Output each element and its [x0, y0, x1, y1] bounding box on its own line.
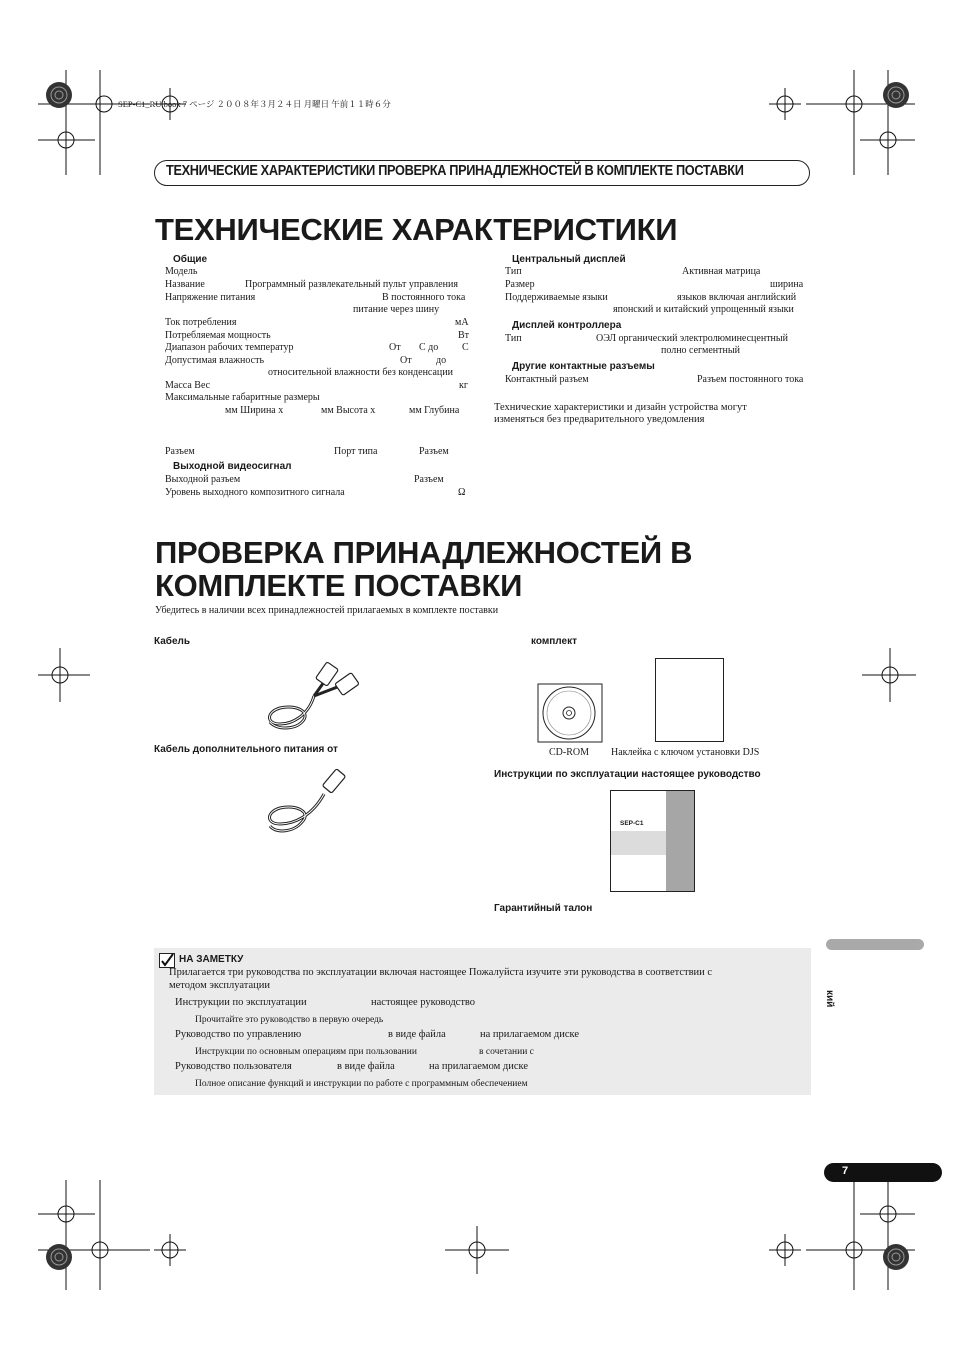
- spec-humidity-label: Допустимая влажность: [165, 355, 265, 366]
- video-heading: Выходной видеосигнал: [173, 461, 292, 472]
- language-tab-label: кий: [824, 990, 835, 1008]
- general-heading: Общие: [173, 254, 208, 265]
- specs-notice-line-1: Технические характеристики и дизайн устройства могут: [494, 402, 747, 413]
- spec-model: Модель: [165, 266, 198, 277]
- spec-temp-c: С: [462, 342, 469, 353]
- spec-current-unit: мА: [455, 317, 469, 328]
- spec-display-type-label: Тип: [505, 266, 522, 277]
- display-heading: Центральный дисплей: [512, 254, 626, 265]
- controller-display-heading: Дисплей контроллера: [512, 320, 622, 331]
- note-item-1-desc: Прочитайте это руководство в первую очередь: [195, 1015, 384, 1025]
- manual-cover-spine: [666, 791, 694, 891]
- spec-temp-from: От: [389, 342, 401, 353]
- usb-cable-image: [262, 656, 372, 734]
- note-item-3-b: в виде файла: [337, 1061, 395, 1072]
- specs-notice-line-2: изменяться без предварительного уведомления: [494, 414, 705, 425]
- spec-voltage-label: Напряжение питания: [165, 292, 256, 303]
- spec-temp-c-to: С до: [419, 342, 439, 353]
- spec-video-output-label: Выходной разъем: [165, 474, 241, 485]
- note-item-1-b: настоящее руководство: [371, 997, 476, 1008]
- spec-dims-2: мм Высота х: [321, 405, 376, 416]
- note-item-3-c: на прилагаемом диске: [429, 1061, 529, 1072]
- cable-caption: Кабель: [154, 636, 191, 647]
- spec-mass-label: Масса Вес: [165, 380, 211, 391]
- note-item-3-a: Руководство пользователя: [175, 1061, 292, 1072]
- note-item-2-desc-b: в сочетании с: [479, 1047, 534, 1057]
- spec-video-level-unit: Ω: [458, 487, 466, 498]
- spec-dims-1: мм Ширина х: [225, 405, 284, 416]
- spec-video-output-value: Разъем: [414, 474, 444, 485]
- cd-rom-image: [537, 683, 603, 743]
- spec-display-type-value: Активная матрица: [682, 266, 761, 277]
- spec-dims-label: Максимальные габаритные размеры: [165, 392, 320, 403]
- manual-caption: Инструкции по эксплуатации настоящее руководство: [494, 769, 761, 780]
- note-item-3-desc: Полное описание функций и инструкции по работе с программным обеспечением: [195, 1079, 528, 1089]
- spec-display-lang-value-2: японский и китайский упрощенный языки: [613, 304, 794, 315]
- sticker-label: Наклейка с ключом установки DJS: [611, 747, 760, 758]
- kit-caption: комплект: [531, 636, 577, 647]
- spec-cdisplay-type-label: Тип: [505, 333, 522, 344]
- crop-marks: [38, 70, 916, 1290]
- spec-humidity-from: От: [400, 355, 412, 366]
- spec-cdisplay-type-value: ОЭЛ органический электролюминесцентный: [596, 333, 788, 344]
- spec-voltage-value: В постоянного тока: [382, 292, 466, 303]
- spec-humidity-to: до: [436, 355, 447, 366]
- language-tab-bar: [826, 939, 924, 950]
- manual-cover-band: [611, 831, 666, 855]
- spec-power-unit: Вт: [458, 330, 470, 341]
- manual-cover-label: SEP-C1: [620, 820, 644, 827]
- spec-current-label: Ток потребления: [165, 317, 237, 328]
- spec-power-label: Потребляемая мощность: [165, 330, 271, 341]
- spec-connector-value: Разъем: [419, 446, 449, 457]
- note-item-2-a: Руководство по управлению: [175, 1029, 302, 1040]
- spec-dims-3: мм Глубина: [409, 405, 460, 416]
- file-info: SEP-C1_RU.book 7 ページ ２００８年３月２４日 月曜日 午前１１時６分: [118, 99, 391, 109]
- spec-display-lang-label: Поддерживаемые языки: [505, 292, 608, 303]
- page-number: 7: [842, 1165, 849, 1177]
- note-item-2-b: в виде файла: [388, 1029, 446, 1040]
- power-cable-caption: Кабель дополнительного питания от: [154, 744, 338, 755]
- note-heading: НА ЗАМЕТКУ: [179, 954, 244, 965]
- spec-name-value: Программный развлекательный пульт управления: [245, 279, 458, 290]
- accessories-title-line-2: КОМПЛЕКТЕ ПОСТАВКИ: [155, 568, 523, 603]
- section-banner-text: ТЕХНИЧЕСКИЕ ХАРАКТЕРИСТИКИ ПРОВЕРКА ПРИНАДЛЕЖНОСТЕЙ В КОМПЛЕКТЕ ПОСТАВКИ: [166, 163, 744, 179]
- note-line-1: Прилагается три руководства по эксплуатации включая настоящее Пожалуйста изучите эти руководства в соответствии с: [169, 967, 713, 978]
- manual-cover-image: [610, 790, 695, 892]
- accessories-title-line-1: ПРОВЕРКА ПРИНАДЛЕЖНОСТЕЙ В: [155, 535, 693, 570]
- specs-title: ТЕХНИЧЕСКИЕ ХАРАКТЕРИСТИКИ: [155, 212, 678, 247]
- power-cable-image: [262, 764, 372, 842]
- spec-voltage-value-2: питание через шину: [353, 304, 440, 315]
- spec-display-lang-value: языков включая английский: [677, 292, 797, 303]
- spec-video-level-label: Уровень выходного композитного сигнала: [165, 487, 345, 498]
- spec-cdisplay-type-value-2: полно сегментный: [661, 345, 740, 356]
- spec-mass-unit: кг: [459, 380, 468, 391]
- note-item-2-c: на прилагаемом диске: [480, 1029, 580, 1040]
- note-line-2: методом эксплуатации: [169, 980, 270, 991]
- spec-connector-label: Разъем: [165, 446, 195, 457]
- spec-display-size-value: ширина: [770, 279, 804, 290]
- spec-humidity-value-2: относительной влажности без конденсации: [268, 367, 453, 378]
- cd-rom-label: CD-ROM: [549, 747, 590, 758]
- spec-connector-port: Порт типа: [334, 446, 378, 457]
- checkmark-icon: [159, 953, 175, 968]
- spec-display-size-label: Размер: [505, 279, 535, 290]
- spec-contact-label: Контактный разъем: [505, 374, 589, 385]
- djs-key-sticker-image: [655, 658, 724, 742]
- note-item-1-a: Инструкции по эксплуатации: [175, 997, 307, 1008]
- spec-name-label: Название: [165, 279, 205, 290]
- other-connectors-heading: Другие контактные разъемы: [512, 361, 655, 372]
- note-item-2-desc-a: Инструкции по основным операциям при пользовании: [195, 1047, 417, 1057]
- spec-temp-label: Диапазон рабочих температур: [165, 342, 294, 353]
- spec-contact-value: Разъем постоянного тока: [697, 374, 804, 385]
- accessories-intro: Убедитесь в наличии всех принадлежностей прилагаемых в комплекте поставки: [155, 605, 499, 616]
- warranty-caption: Гарантийный талон: [494, 903, 593, 914]
